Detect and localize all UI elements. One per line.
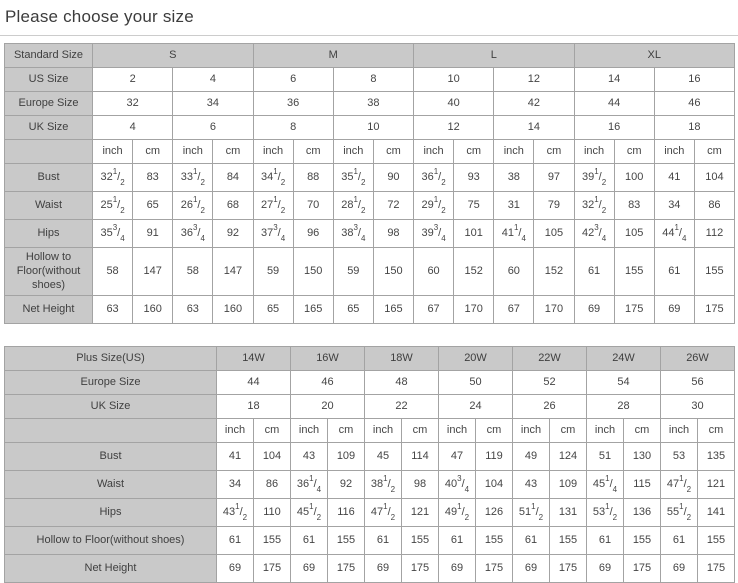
measurement-label: Bust [5, 164, 93, 192]
measurement-cm-cell: 96 [293, 220, 333, 248]
measurement-inch-cell: $49^1/_2$ [439, 499, 476, 527]
unit-row-spacer [5, 419, 217, 443]
size-value-cell: 6 [253, 68, 333, 92]
measurement-row [5, 527, 735, 555]
size-conversion-row [5, 116, 735, 140]
size-value-cell: 30 [661, 395, 735, 419]
unit-cm-cell: cm [624, 419, 661, 443]
unit-cm-cell: cm [694, 140, 734, 164]
measurement-inch-cell: 63 [93, 296, 133, 324]
measurement-cm-cell: 124 [550, 443, 587, 471]
measurement-cm-cell: 92 [328, 471, 365, 499]
measurement-inch-cell: 61 [654, 248, 694, 296]
measurement-inch-cell: 58 [93, 248, 133, 296]
measurement-cm-cell: 150 [373, 248, 413, 296]
measurement-cm-cell: 126 [476, 499, 513, 527]
size-group-cell: 22W [513, 347, 587, 371]
measurement-cm-cell: 141 [698, 499, 735, 527]
size-value-cell: 32 [93, 92, 173, 116]
measurement-cm-cell: 152 [534, 248, 574, 296]
measurement-cm-cell: 175 [694, 296, 734, 324]
measurement-cm-cell: 155 [476, 527, 513, 555]
measurement-cm-cell: 135 [698, 443, 735, 471]
measurement-inch-cell: 67 [494, 296, 534, 324]
size-group-cell: 26W [661, 347, 735, 371]
measurement-inch-cell: 69 [574, 296, 614, 324]
unit-cm-cell: cm [254, 419, 291, 443]
size-value-cell: 42 [494, 92, 574, 116]
size-group-row [5, 347, 735, 371]
measurement-cm-cell: 72 [373, 192, 413, 220]
measurement-inch-cell: $27^1/_2$ [253, 192, 293, 220]
measurement-cm-cell: 155 [550, 527, 587, 555]
measurement-inch-cell: 43 [513, 471, 550, 499]
measurement-label: Waist [5, 471, 217, 499]
size-value-cell: 38 [333, 92, 413, 116]
measurement-cm-cell: 175 [550, 555, 587, 583]
size-group-cell: 18W [365, 347, 439, 371]
measurement-cm-cell: 155 [698, 527, 735, 555]
measurement-inch-cell: 41 [217, 443, 254, 471]
measurement-cm-cell: 109 [550, 471, 587, 499]
size-value-cell: 46 [654, 92, 734, 116]
measurement-row [5, 220, 735, 248]
size-value-cell: 28 [587, 395, 661, 419]
size-value-cell: 22 [365, 395, 439, 419]
measurement-inch-cell: $44^1/_4$ [654, 220, 694, 248]
unit-cm-cell: cm [402, 419, 439, 443]
measurement-cm-cell: 97 [534, 164, 574, 192]
standard-size-table [4, 43, 735, 324]
measurement-cm-cell: 90 [373, 164, 413, 192]
measurement-cm-cell: 91 [133, 220, 173, 248]
unit-cm-cell: cm [454, 140, 494, 164]
size-system-label: Standard Size [5, 44, 93, 68]
measurement-cm-cell: 160 [213, 296, 253, 324]
size-group-cell: XL [574, 44, 735, 68]
measurement-cm-cell: 130 [624, 443, 661, 471]
measurement-cm-cell: 175 [328, 555, 365, 583]
unit-inch-cell: inch [333, 140, 373, 164]
row-label: US Size [5, 68, 93, 92]
measurement-inch-cell: 51 [587, 443, 624, 471]
measurement-cm-cell: 104 [694, 164, 734, 192]
size-conversion-row [5, 92, 735, 116]
size-value-cell: 26 [513, 395, 587, 419]
measurement-inch-cell: $26^1/_2$ [173, 192, 213, 220]
measurement-inch-cell: $34^1/_2$ [253, 164, 293, 192]
measurement-inch-cell: $39^1/_2$ [574, 164, 614, 192]
measurement-inch-cell: $36^1/_2$ [414, 164, 454, 192]
size-value-cell: 16 [574, 116, 654, 140]
unit-inch-cell: inch [217, 419, 254, 443]
size-value-cell: 12 [414, 116, 494, 140]
unit-cm-cell: cm [328, 419, 365, 443]
measurement-cm-cell: 175 [698, 555, 735, 583]
measurement-inch-cell: $25^1/_2$ [93, 192, 133, 220]
measurement-cm-cell: 101 [454, 220, 494, 248]
measurement-cm-cell: 109 [328, 443, 365, 471]
measurement-inch-cell: 67 [414, 296, 454, 324]
size-value-cell: 36 [253, 92, 333, 116]
measurement-cm-cell: 112 [694, 220, 734, 248]
size-value-cell: 8 [333, 68, 413, 92]
unit-inch-cell: inch [654, 140, 694, 164]
size-value-cell: 16 [654, 68, 734, 92]
measurement-cm-cell: 105 [614, 220, 654, 248]
measurement-inch-cell: $28^1/_2$ [333, 192, 373, 220]
measurement-inch-cell: $47^1/_2$ [661, 471, 698, 499]
unit-cm-cell: cm [550, 419, 587, 443]
size-value-cell: 44 [217, 371, 291, 395]
measurement-inch-cell: $42^3/_4$ [574, 220, 614, 248]
measurement-cm-cell: 165 [373, 296, 413, 324]
measurement-label: Hollow to Floor(without shoes) [5, 527, 217, 555]
measurement-cm-cell: 175 [476, 555, 513, 583]
measurement-inch-cell: 65 [253, 296, 293, 324]
measurement-row [5, 443, 735, 471]
measurement-cm-cell: 114 [402, 443, 439, 471]
unit-cm-cell: cm [614, 140, 654, 164]
size-value-cell: 4 [93, 116, 173, 140]
measurement-cm-cell: 70 [293, 192, 333, 220]
measurement-cm-cell: 131 [550, 499, 587, 527]
unit-inch-cell: inch [93, 140, 133, 164]
size-value-cell: 12 [494, 68, 574, 92]
measurement-cm-cell: 116 [328, 499, 365, 527]
measurement-cm-cell: 98 [373, 220, 413, 248]
measurement-cm-cell: 83 [614, 192, 654, 220]
measurement-cm-cell: 86 [254, 471, 291, 499]
measurement-cm-cell: 105 [534, 220, 574, 248]
unit-inch-cell: inch [494, 140, 534, 164]
row-label: Europe Size [5, 92, 93, 116]
measurement-cm-cell: 155 [402, 527, 439, 555]
measurement-row [5, 248, 735, 296]
size-value-cell: 18 [217, 395, 291, 419]
measurement-inch-cell: 61 [513, 527, 550, 555]
size-group-cell: M [253, 44, 414, 68]
measurement-inch-cell: $38^3/_4$ [333, 220, 373, 248]
measurement-cm-cell: 160 [133, 296, 173, 324]
title-divider [0, 35, 738, 36]
size-value-cell: 10 [333, 116, 413, 140]
measurement-inch-cell: $55^1/_2$ [661, 499, 698, 527]
measurement-cm-cell: 115 [624, 471, 661, 499]
row-label: Europe Size [5, 371, 217, 395]
measurement-inch-cell: $33^1/_2$ [173, 164, 213, 192]
measurement-label: Hips [5, 499, 217, 527]
unit-cm-cell: cm [213, 140, 253, 164]
measurement-cm-cell: 150 [293, 248, 333, 296]
row-label: UK Size [5, 116, 93, 140]
size-value-cell: 14 [574, 68, 654, 92]
unit-inch-cell: inch [587, 419, 624, 443]
size-value-cell: 20 [291, 395, 365, 419]
measurement-inch-cell: $35^3/_4$ [93, 220, 133, 248]
size-value-cell: 10 [414, 68, 494, 92]
measurement-cm-cell: 155 [694, 248, 734, 296]
unit-inch-cell: inch [439, 419, 476, 443]
measurement-inch-cell: 60 [494, 248, 534, 296]
measurement-cm-cell: 175 [402, 555, 439, 583]
size-value-cell: 54 [587, 371, 661, 395]
measurement-inch-cell: $36^1/_4$ [291, 471, 328, 499]
measurement-inch-cell: 58 [173, 248, 213, 296]
measurement-inch-cell: $38^1/_2$ [365, 471, 402, 499]
unit-header-row [5, 140, 735, 164]
measurement-inch-cell: 69 [513, 555, 550, 583]
measurement-inch-cell: 69 [291, 555, 328, 583]
measurement-row [5, 499, 735, 527]
measurement-row [5, 296, 735, 324]
measurement-inch-cell: $45^1/_4$ [587, 471, 624, 499]
measurement-row [5, 555, 735, 583]
unit-cm-cell: cm [476, 419, 513, 443]
measurement-cm-cell: 119 [476, 443, 513, 471]
measurement-inch-cell: $39^3/_4$ [414, 220, 454, 248]
size-value-cell: 50 [439, 371, 513, 395]
measurement-cm-cell: 93 [454, 164, 494, 192]
size-value-cell: 52 [513, 371, 587, 395]
measurement-cm-cell: 100 [614, 164, 654, 192]
measurement-inch-cell: $40^3/_4$ [439, 471, 476, 499]
measurement-label: Hollow to Floor(without shoes) [5, 248, 93, 296]
measurement-inch-cell: $47^1/_2$ [365, 499, 402, 527]
measurement-inch-cell: 60 [414, 248, 454, 296]
size-conversion-row [5, 371, 735, 395]
size-guide-page [0, 7, 738, 583]
measurement-cm-cell: 83 [133, 164, 173, 192]
unit-inch-cell: inch [173, 140, 213, 164]
unit-inch-cell: inch [414, 140, 454, 164]
measurement-inch-cell: 61 [661, 527, 698, 555]
size-value-cell: 48 [365, 371, 439, 395]
measurement-inch-cell: 61 [365, 527, 402, 555]
measurement-inch-cell: $36^3/_4$ [173, 220, 213, 248]
size-value-cell: 6 [173, 116, 253, 140]
unit-cm-cell: cm [698, 419, 735, 443]
size-group-row [5, 44, 735, 68]
unit-row-spacer [5, 140, 93, 164]
unit-inch-cell: inch [661, 419, 698, 443]
measurement-cm-cell: 104 [254, 443, 291, 471]
measurement-cm-cell: 170 [534, 296, 574, 324]
measurement-cm-cell: 147 [133, 248, 173, 296]
measurement-label: Net Height [5, 296, 93, 324]
measurement-inch-cell: 61 [291, 527, 328, 555]
measurement-inch-cell: 63 [173, 296, 213, 324]
measurement-row [5, 192, 735, 220]
size-value-cell: 4 [173, 68, 253, 92]
measurement-cm-cell: 175 [614, 296, 654, 324]
measurement-inch-cell: $29^1/_2$ [414, 192, 454, 220]
unit-cm-cell: cm [373, 140, 413, 164]
measurement-inch-cell: 43 [291, 443, 328, 471]
size-group-cell: 20W [439, 347, 513, 371]
measurement-cm-cell: 155 [614, 248, 654, 296]
measurement-inch-cell: $41^1/_4$ [494, 220, 534, 248]
measurement-inch-cell: 61 [574, 248, 614, 296]
unit-header-row [5, 419, 735, 443]
row-label: UK Size [5, 395, 217, 419]
measurement-inch-cell: 69 [217, 555, 254, 583]
size-value-cell: 44 [574, 92, 654, 116]
measurement-inch-cell: 61 [439, 527, 476, 555]
measurement-inch-cell: 69 [439, 555, 476, 583]
measurement-cm-cell: 92 [213, 220, 253, 248]
measurement-cm-cell: 155 [624, 527, 661, 555]
size-group-cell: 24W [587, 347, 661, 371]
measurement-inch-cell: 53 [661, 443, 698, 471]
measurement-cm-cell: 175 [254, 555, 291, 583]
measurement-inch-cell: $32^1/_2$ [93, 164, 133, 192]
measurement-cm-cell: 86 [694, 192, 734, 220]
size-group-cell: 16W [291, 347, 365, 371]
measurement-cm-cell: 79 [534, 192, 574, 220]
plus-size-table [4, 346, 735, 583]
unit-inch-cell: inch [291, 419, 328, 443]
measurement-label: Waist [5, 192, 93, 220]
measurement-cm-cell: 65 [133, 192, 173, 220]
measurement-inch-cell: 61 [587, 527, 624, 555]
measurement-inch-cell: $37^3/_4$ [253, 220, 293, 248]
size-value-cell: 2 [93, 68, 173, 92]
measurement-inch-cell: 49 [513, 443, 550, 471]
measurement-inch-cell: $45^1/_2$ [291, 499, 328, 527]
measurement-cm-cell: 104 [476, 471, 513, 499]
measurement-inch-cell: 69 [365, 555, 402, 583]
measurement-label: Bust [5, 443, 217, 471]
unit-inch-cell: inch [253, 140, 293, 164]
size-system-label: Plus Size(US) [5, 347, 217, 371]
unit-inch-cell: inch [574, 140, 614, 164]
measurement-inch-cell: 31 [494, 192, 534, 220]
size-conversion-row [5, 395, 735, 419]
measurement-cm-cell: 88 [293, 164, 333, 192]
measurement-inch-cell: 47 [439, 443, 476, 471]
size-group-cell: S [93, 44, 254, 68]
measurement-inch-cell: 69 [654, 296, 694, 324]
measurement-cm-cell: 110 [254, 499, 291, 527]
measurement-inch-cell: $35^1/_2$ [333, 164, 373, 192]
measurement-inch-cell: 34 [217, 471, 254, 499]
measurement-cm-cell: 152 [454, 248, 494, 296]
measurement-cm-cell: 155 [254, 527, 291, 555]
measurement-cm-cell: 75 [454, 192, 494, 220]
size-value-cell: 18 [654, 116, 734, 140]
measurement-cm-cell: 136 [624, 499, 661, 527]
unit-cm-cell: cm [293, 140, 333, 164]
unit-cm-cell: cm [534, 140, 574, 164]
measurement-cm-cell: 147 [213, 248, 253, 296]
size-value-cell: 8 [253, 116, 333, 140]
size-value-cell: 24 [439, 395, 513, 419]
measurement-row [5, 164, 735, 192]
unit-inch-cell: inch [513, 419, 550, 443]
measurement-row [5, 471, 735, 499]
measurement-cm-cell: 84 [213, 164, 253, 192]
measurement-inch-cell: 34 [654, 192, 694, 220]
measurement-inch-cell: $43^1/_2$ [217, 499, 254, 527]
measurement-inch-cell: $53^1/_2$ [587, 499, 624, 527]
size-value-cell: 14 [494, 116, 574, 140]
measurement-inch-cell: 45 [365, 443, 402, 471]
unit-inch-cell: inch [365, 419, 402, 443]
size-value-cell: 56 [661, 371, 735, 395]
measurement-inch-cell: 69 [587, 555, 624, 583]
size-value-cell: 34 [173, 92, 253, 116]
size-conversion-row [5, 68, 735, 92]
measurement-cm-cell: 121 [402, 499, 439, 527]
measurement-label: Hips [5, 220, 93, 248]
measurement-cm-cell: 121 [698, 471, 735, 499]
size-group-cell: L [414, 44, 575, 68]
measurement-cm-cell: 98 [402, 471, 439, 499]
measurement-inch-cell: $32^1/_2$ [574, 192, 614, 220]
measurement-cm-cell: 165 [293, 296, 333, 324]
measurement-inch-cell: $51^1/_2$ [513, 499, 550, 527]
page-title: Please choose your size [5, 7, 194, 26]
measurement-inch-cell: 41 [654, 164, 694, 192]
measurement-inch-cell: 59 [253, 248, 293, 296]
measurement-cm-cell: 175 [624, 555, 661, 583]
measurement-cm-cell: 170 [454, 296, 494, 324]
size-value-cell: 40 [414, 92, 494, 116]
measurement-inch-cell: 65 [333, 296, 373, 324]
measurement-cm-cell: 155 [328, 527, 365, 555]
size-group-cell: 14W [217, 347, 291, 371]
measurement-inch-cell: 59 [333, 248, 373, 296]
measurement-inch-cell: 38 [494, 164, 534, 192]
size-value-cell: 46 [291, 371, 365, 395]
measurement-inch-cell: 61 [217, 527, 254, 555]
measurement-cm-cell: 68 [213, 192, 253, 220]
unit-cm-cell: cm [133, 140, 173, 164]
measurement-inch-cell: 69 [661, 555, 698, 583]
measurement-label: Net Height [5, 555, 217, 583]
